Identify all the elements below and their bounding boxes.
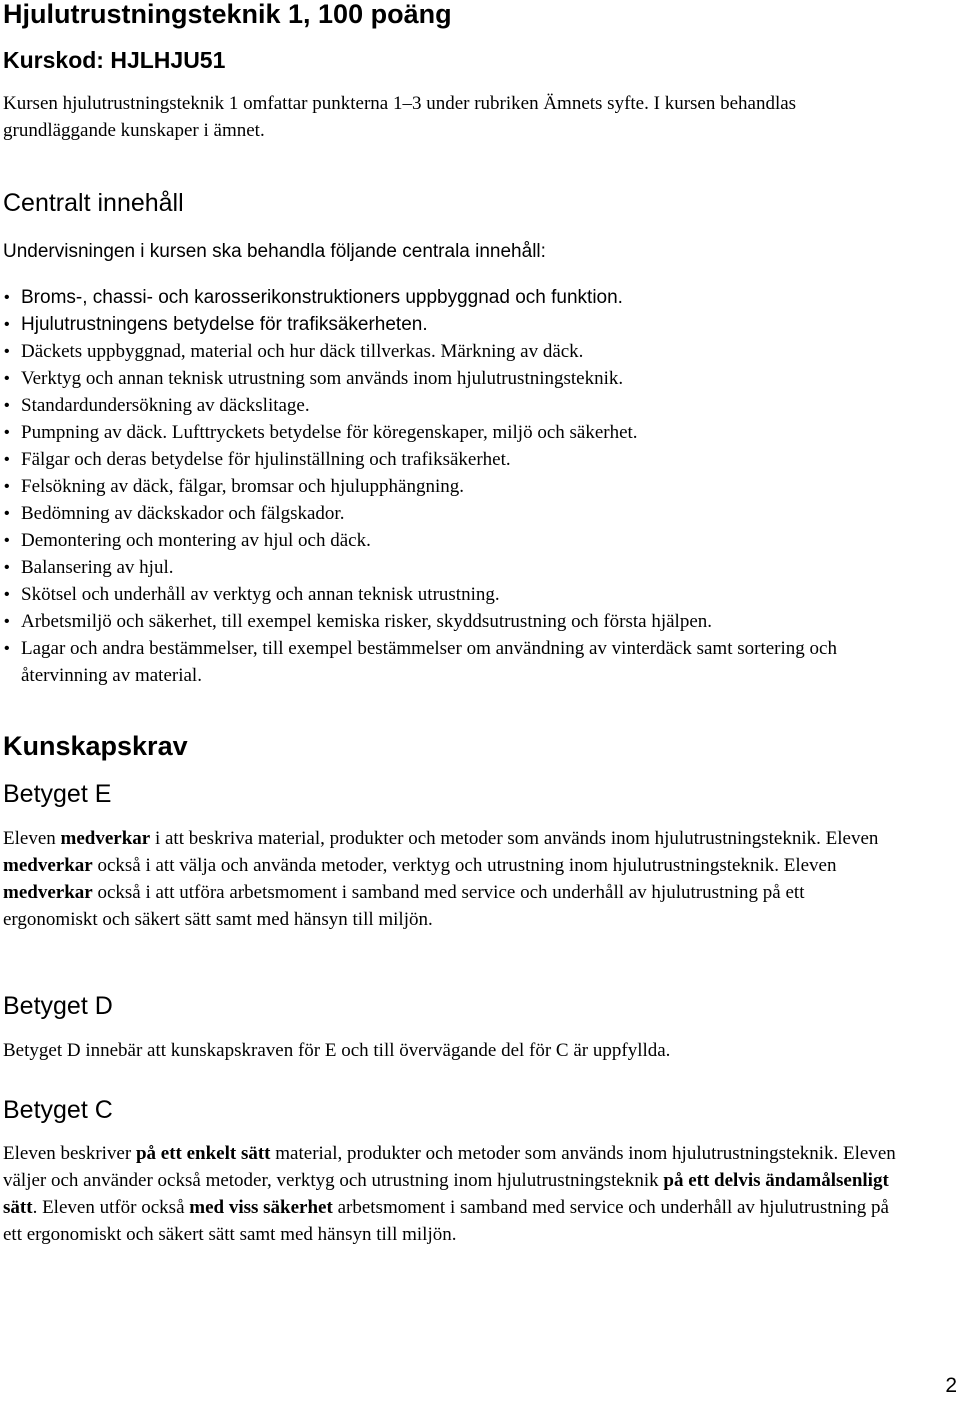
list-item <box>0 338 920 365</box>
bullet-icon: • <box>4 343 10 360</box>
list-item <box>0 500 920 527</box>
emphasis: medverkar <box>60 828 151 849</box>
list-item-text: Arbetsmiljö och säkerhet, till exempel kemiska risker, skyddsutrustning och första hjälpen. <box>21 611 713 632</box>
grade-e-heading: Betyget E <box>3 780 112 808</box>
central-content-lead: Undervisningen i kursen ska behandla följande centrala innehåll: <box>3 241 546 262</box>
list-item-text: Broms-, chassi- och karosserikonstruktioners uppbyggnad och funktion. <box>21 287 623 308</box>
list-item-text: Däckets uppbyggnad, material och hur däck tillverkas. Märkning av däck. <box>21 341 584 362</box>
list-item-text: Demontering och montering av hjul och däck. <box>21 530 371 551</box>
list-item <box>0 284 920 311</box>
list-item-text: Standardundersökning av däckslitage. <box>21 395 310 416</box>
page-number: 2 <box>945 1374 957 1397</box>
bullet-icon: • <box>4 316 10 333</box>
list-item-text: Felsökning av däck, fälgar, bromsar och hjulupphängning. <box>21 476 465 497</box>
bullet-icon: • <box>4 451 10 468</box>
list-item <box>0 527 920 554</box>
list-item <box>0 365 920 392</box>
list-item <box>0 311 920 338</box>
list-item-text: Hjulutrustningens betydelse för trafiksäkerheten. <box>21 314 428 335</box>
course-code: Kurskod: HJLHJU51 <box>3 47 226 73</box>
course-title: Hjulutrustningsteknik 1, 100 poäng <box>3 0 452 29</box>
list-item-text: Verktyg och annan teknisk utrustning som används inom hjulutrustningsteknik. <box>21 368 624 389</box>
bullet-icon: • <box>4 505 10 522</box>
bullet-icon: • <box>4 370 10 387</box>
bullet-icon: • <box>4 397 10 414</box>
list-item <box>0 473 920 500</box>
list-item-text: Pumpning av däck. Lufttryckets betydelse för köregenskaper, miljö och säkerhet. <box>21 422 638 443</box>
bullet-icon: • <box>4 559 10 576</box>
bullet-icon: • <box>4 586 10 603</box>
list-item <box>0 419 920 446</box>
emphasis: medverkar <box>3 882 93 903</box>
course-intro: Kursen hjulutrustningsteknik 1 omfattar punkterna 1–3 under rubriken Ämnets syfte. I kursen behandlas grundläggande kunskaper i ämnet. <box>3 93 797 141</box>
bullet-icon: • <box>4 532 10 549</box>
list-item-text: Lagar och andra bestämmelser, till exempel bestämmelser om användning av vinterdäck samt sortering och återvinning av material. <box>21 638 837 686</box>
list-item <box>0 446 920 473</box>
knowledge-heading: Kunskapskrav <box>3 731 188 761</box>
list-item <box>0 608 920 635</box>
list-item <box>0 554 920 581</box>
emphasis: med viss säkerhet <box>189 1197 333 1218</box>
bullet-icon: • <box>4 478 10 495</box>
central-content-list <box>0 284 920 689</box>
grade-e-text: Eleven medverkar i att beskriva material, produkter och metoder som används inom hjulutrustningsteknik. Eleven medverkar också i att välja och använda metoder, verktyg och utrustning inom hjulutrustningsteknik. Eleven medverkar också i att utföra arbetsmoment i samband med service och underhåll av hjulutrustning på ett ergonomiskt och säkert sätt samt med hänsyn till miljön. <box>3 828 879 930</box>
grade-c-heading: Betyget C <box>3 1096 113 1124</box>
grade-c-text: Eleven beskriver på ett enkelt sätt material, produkter och metoder som används inom hjulutrustningsteknik. Eleven väljer och använder också metoder, verktyg och utrustning inom hjulutrustningsteknik på ett delvis ändamålsenligt sätt. Eleven utför också med viss säkerhet arbetsmoment i samband med service och underhåll av hjulutrustning på ett ergonomiskt och säkert sätt samt med hänsyn till miljön. <box>3 1143 896 1245</box>
list-item-text: Bedömning av däckskador och fälgskador. <box>21 503 345 524</box>
list-item-text: Skötsel och underhåll av verktyg och annan teknisk utrustning. <box>21 584 500 605</box>
list-item-text: Fälgar och deras betydelse för hjulinställning och trafiksäkerhet. <box>21 449 511 470</box>
grade-d-text: Betyget D innebär att kunskapskraven för E och till övervägande del för C är uppfyllda. <box>3 1040 671 1061</box>
bullet-icon: • <box>4 289 10 306</box>
bullet-icon: • <box>4 424 10 441</box>
central-content-heading: Centralt innehåll <box>3 189 184 217</box>
emphasis: på ett enkelt sätt <box>135 1143 271 1164</box>
list-item-text: Balansering av hjul. <box>21 557 174 578</box>
bullet-icon: • <box>4 640 10 657</box>
grade-d-heading: Betyget D <box>3 992 113 1020</box>
emphasis: medverkar <box>3 855 93 876</box>
list-item <box>0 635 920 689</box>
emphasis: på ett delvis ändamålsenligt sätt <box>3 1170 889 1218</box>
list-item <box>0 392 920 419</box>
bullet-icon: • <box>4 613 10 630</box>
list-item <box>0 581 920 608</box>
